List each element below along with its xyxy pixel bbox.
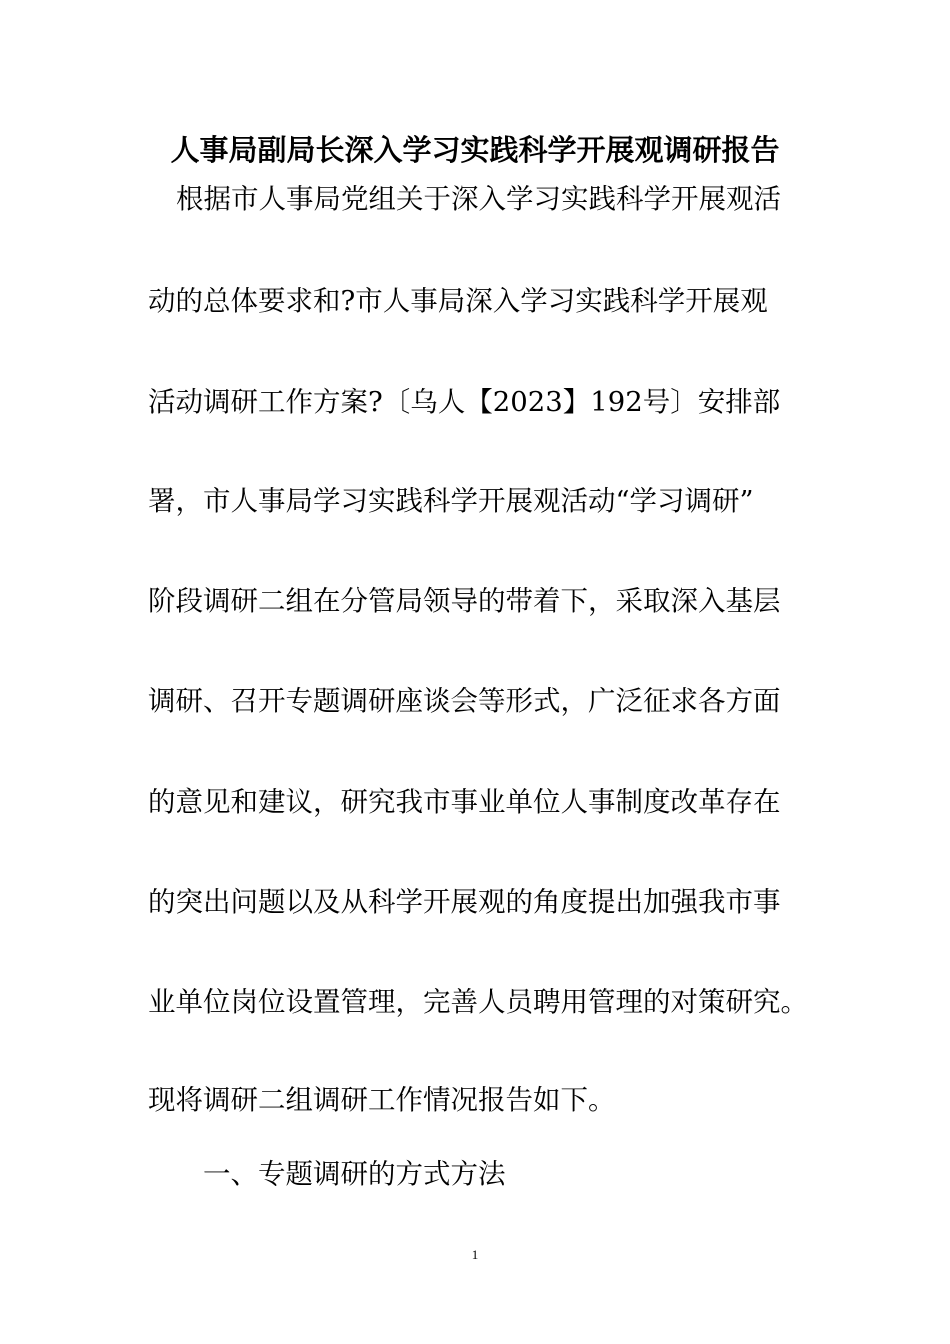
paragraph-line: 阶段调研二组在分管局领导的带着下，采取深入基层	[148, 585, 781, 617]
paragraph-line: 业单位岗位设置管理，完善人员聘用管理的对策研究。	[148, 986, 808, 1018]
paragraph-line: 根据市人事局党组关于深入学习实践科学开展观活	[176, 183, 781, 215]
paragraph-line: 动的总体要求和?市人事局深入学习实践科学开展观	[148, 285, 768, 317]
paragraph-line: 现将调研二组调研工作情况报告如下。	[148, 1084, 616, 1116]
paragraph-line: 活动调研工作方案?〔乌人【2023】192号〕安排部	[148, 386, 781, 418]
paragraph-line: 调研、召开专题调研座谈会等形式，广泛征求各方面	[148, 685, 781, 717]
document-title: 人事局副局长深入学习实践科学开展观调研报告	[170, 133, 780, 167]
paragraph-line: 的意见和建议，研究我市事业单位人事制度改革存在	[148, 786, 781, 818]
paragraph-line: 的突出问题以及从科学开展观的角度提出加强我市事	[148, 886, 781, 918]
paragraph-line: 署，市人事局学习实践科学开展观活动“学习调研”	[148, 485, 754, 517]
page-number: 1	[471, 1247, 479, 1262]
section-heading: 一、专题调研的方式方法	[203, 1158, 506, 1190]
